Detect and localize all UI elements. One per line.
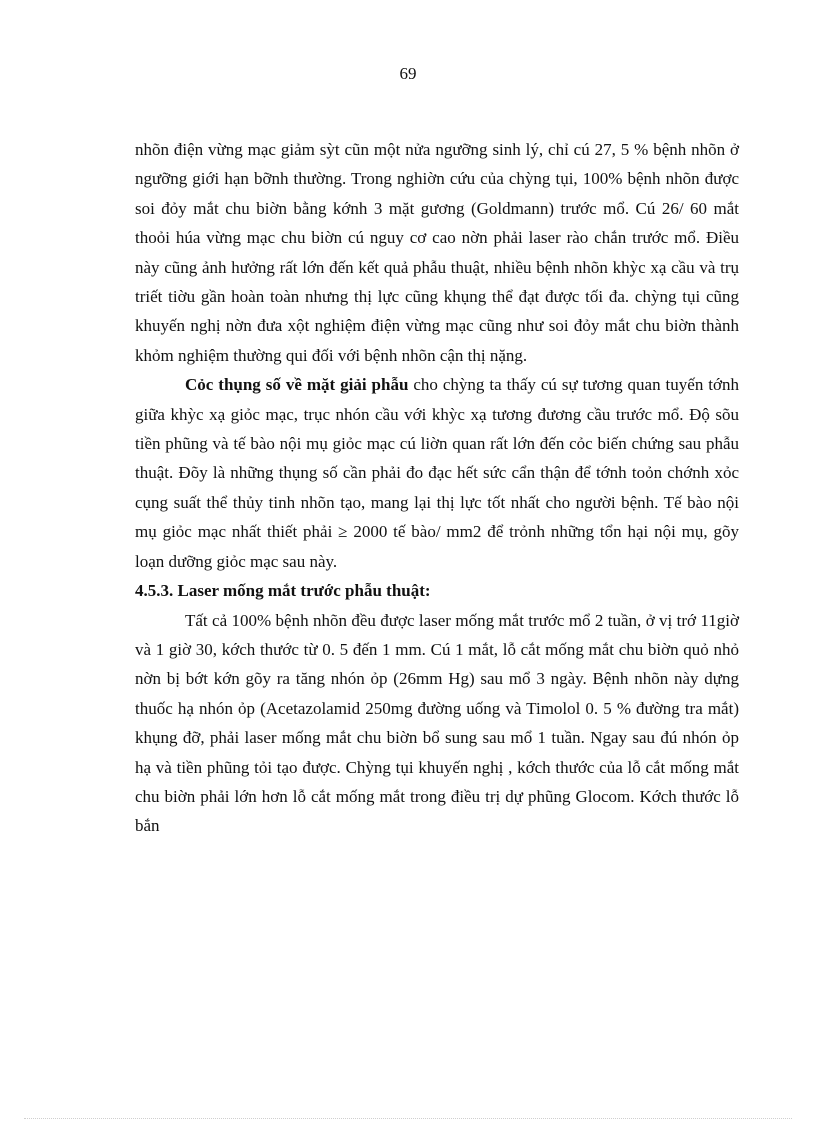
- paragraph-anatomy-parameters: [135, 370, 739, 576]
- page-number: 69: [399, 64, 417, 83]
- page-bottom-divider: [24, 1118, 792, 1119]
- section-heading: 4.5.3. Laser mống mắt trước phẫu thuật:: [135, 581, 431, 601]
- paragraph-anatomy-text: cho chỳng ta thấy cú sự tương quan tuyến tớnh giữa khỳc xạ giỏc mạc, trục nhón cầu với khỳc xạ tương đương cầu trước mổ. Độ sõu tiền phũng và tế bào nội mụ giỏc mạc cú liờn quan rất lớn đến cỏc biến chứng sau phẫu thuật. Đõy là những thụng số cần phải đo đạc hết sức cẩn thận để tớnh toỏn chớnh xỏc cụng suất thể thủy tinh nhõn tạo, mang lại thị lực tốt nhất cho người bệnh. Tế bào nội mụ giỏc mạc nhất thiết phải ≥ 2000 tế bào/ mm2 để trỏnh những tổn hại nội mụ, gõy loạn dưỡng giỏc mạc sau này.: [135, 375, 739, 571]
- paragraph-laser-iridotomy: Tất cả 100% bệnh nhõn đều được laser mống mắt trước mổ 2 tuần, ở vị trớ 11giờ và 1 giờ 30, kớch thước từ 0. 5 đến 1 mm. Cú 1 mắt, lỗ cắt mống mắt chu biờn quỏ nhỏ nờn bị bớt kớn gõy ra tăng nhón ỏp (26mm Hg) sau mổ 3 ngày. Bệnh nhõn này dựng thuốc hạ nhón ỏp (Acetazolamid 250mg đường uống và Timolol 0. 5 % đường tra mắt) khụng đỡ, phải laser mống mắt chu biờn bổ sung sau mổ 1 tuần. Ngay sau đú nhón ỏp hạ và tiền phũng tỏi tạo được. Chỳng tụi khuyến nghị , kớch thước của lỗ cắt mống mắt chu biờn phải lớn hơn lỗ cắt mống mắt trong điều trị dự phũng Glocom. Kớch thước lỗ bắn: [135, 610, 739, 836]
- paragraph-retina-findings: nhõn điện vừng mạc giảm sỳt cũn một nửa ngưỡng sinh lý, chỉ cú 27, 5 % bệnh nhõn ở ngưỡng giới hạn bỡnh thường. Trong nghiờn cứu của chỳng tụi, 100% bệnh nhõn được soi đỏy mắt chu biờn bằng kớnh 3 mặt gương (Goldmann) trước mổ. Cú 26/ 60 mắt thoỏi húa vừng mạc chu biờn cú nguy cơ cao nờn phải laser rào chắn trước mổ. Điều này cũng ảnh hưởng rất lớn đến kết quả phẫu thuật, nhiều bệnh nhõn khỳc xạ cầu và trụ triết tiờu gần hoàn toàn nhưng thị lực cũng khụng thể đạt được tối đa. chỳng tụi cũng khuyến nghị nờn đưa xột nghiệm điện vừng mạc cũng như soi đỏy mắt chu biờn thành khỏm nghiệm thường qui đối với bệnh nhõn cận thị nặng.: [135, 140, 739, 365]
- paragraph-bold-lead: Cỏc thụng số về mặt giải phẫu: [185, 375, 409, 395]
- document-body: [135, 135, 739, 841]
